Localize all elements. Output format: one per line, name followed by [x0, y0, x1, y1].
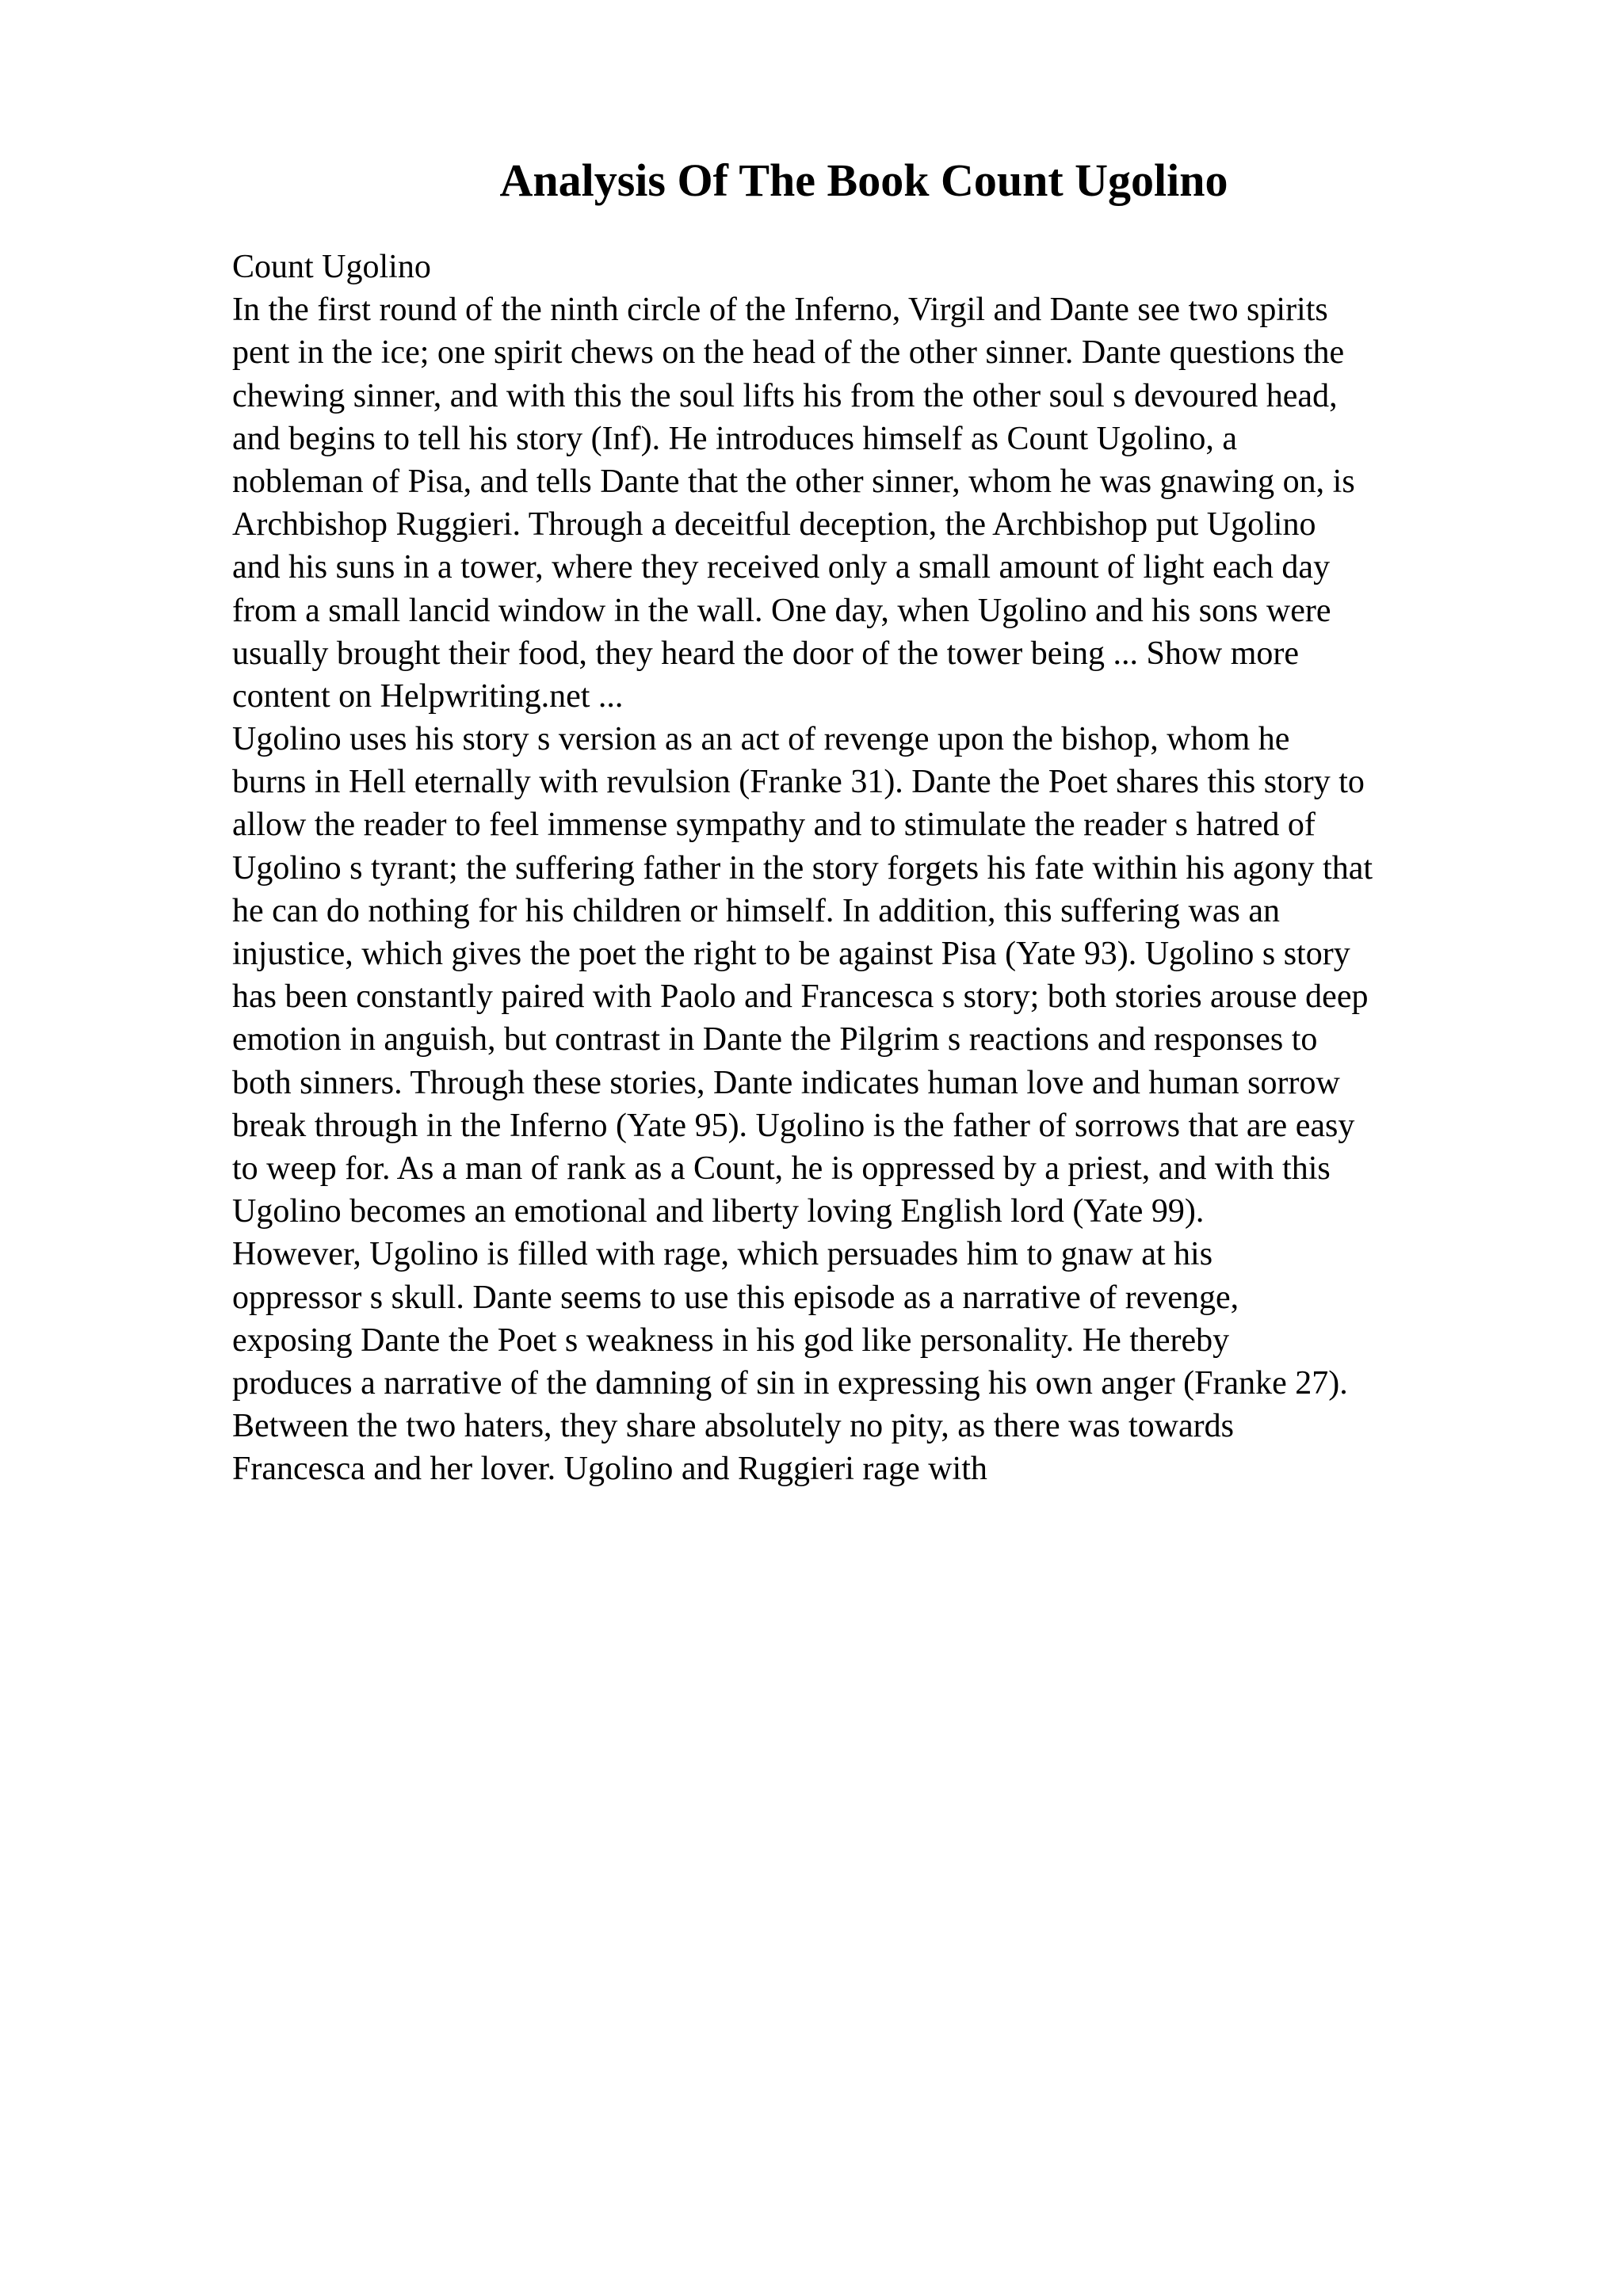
text-line: Francesca and her lover. Ugolino and Ruggieri rage with — [232, 1451, 987, 1488]
text-line: chewing sinner, and with this the soul lifts his from the other soul s devoured head, — [232, 377, 1338, 414]
text-line: produces a narrative of the damning of sin in expressing his own anger (Franke 27). — [232, 1364, 1348, 1402]
text-line: However, Ugolino is filled with rage, which persuades him to gnaw at his — [232, 1236, 1213, 1273]
text-line: Ugolino becomes an emotional and liberty loving English lord (Yate 99). — [232, 1193, 1205, 1230]
text-line: and his suns in a tower, where they received only a small amount of light each day — [232, 549, 1331, 586]
text-line: allow the reader to feel immense sympathy and to stimulate the reader s hatred of — [232, 807, 1316, 844]
text-line: Between the two haters, they share absolutely no pity, as there was towards — [232, 1408, 1234, 1445]
text-line: oppressor s skull. Dante seems to use this episode as a narrative of revenge, — [232, 1279, 1239, 1316]
text-line: nobleman of Pisa, and tells Dante that the other sinner, whom he was gnawing on, is — [232, 463, 1355, 500]
text-line: both sinners. Through these stories, Dante indicates human love and human sorrow — [232, 1064, 1340, 1101]
text-line: to weep for. As a man of rank as a Count, he is oppressed by a priest, and with this — [232, 1150, 1331, 1187]
text-line: In the first round of the ninth circle of the Inferno, Virgil and Dante see two spirits — [232, 292, 1328, 329]
text-line: injustice, which gives the poet the right to be against Pisa (Yate 93). Ugolino s story — [232, 936, 1350, 972]
text-line: Count Ugolino — [232, 249, 431, 285]
text-line: has been constantly paired with Paolo and Francesca s story; both stories arouse deep — [232, 978, 1369, 1016]
text-line: Ugolino s tyrant; the suffering father in the story forgets his fate within his agony that — [232, 849, 1373, 887]
text-line: break through in the Inferno (Yate 95). Ugolino is the father of sorrows that are easy — [232, 1107, 1355, 1144]
text-line: usually brought their food, they heard the door of the tower being ... Show more — [232, 635, 1300, 672]
document-title: Analysis Of The Book Count Ugolino — [499, 154, 1228, 206]
text-line: emotion in anguish, but contrast in Dante the Pilgrim s reactions and responses to — [232, 1021, 1318, 1058]
text-line: exposing Dante the Poet s weakness in his god like personality. He thereby — [232, 1322, 1230, 1359]
text-line: he can do nothing for his children or himself. In addition, this suffering was an — [232, 892, 1280, 929]
text-line: Archbishop Ruggieri. Through a deceitful deception, the Archbishop put Ugolino — [232, 506, 1316, 543]
text-line: pent in the ice; one spirit chews on the head of the other sinner. Dante questions the — [232, 334, 1345, 372]
text-line: Ugolino uses his story s version as an act of revenge upon the bishop, whom he — [232, 721, 1290, 758]
text-line: and begins to tell his story (Inf). He introduces himself as Count Ugolino, a — [232, 420, 1237, 457]
document-body — [232, 246, 1516, 1490]
text-line: content on Helpwriting.net ... — [232, 677, 624, 715]
text-line: burns in Hell eternally with revulsion (Franke 31). Dante the Poet shares this story to — [232, 764, 1365, 801]
text-line: from a small lancid window in the wall. One day, when Ugolino and his sons were — [232, 592, 1331, 629]
